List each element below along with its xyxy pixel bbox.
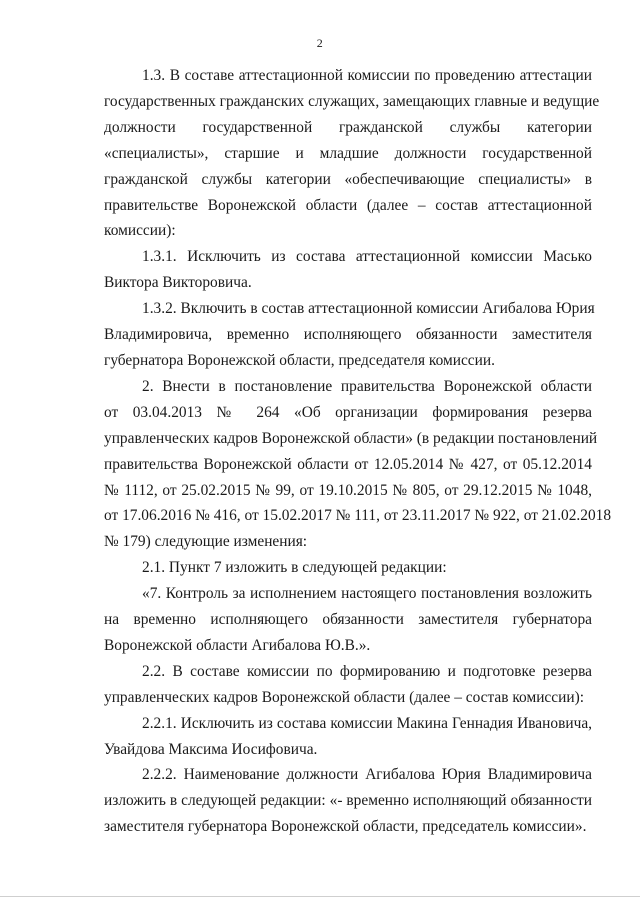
text-line: № 1112, от 25.02.2015 № 99, от 19.10.2015 № 805, от 29.12.2015 № 1048,: [104, 481, 592, 499]
text-line: государственных гражданских служащих, замещающих главные и ведущие: [104, 92, 600, 110]
text-line: на временно исполняющего обязанности заместителя губернатора: [104, 611, 592, 629]
text-line: от 17.06.2016 № 416, от 15.02.2017 № 111, от 23.11.2017 № 922, от 21.02.2018: [104, 507, 612, 525]
text-line: правительства Воронежской области от 12.05.2014 № 427, от 05.12.2014: [104, 455, 592, 473]
text-line: заместителя губернатора Воронежской области, председатель комиссии».: [104, 818, 587, 836]
text-line: Увайдова Максима Иосифовича.: [104, 740, 318, 758]
text-line: № 179) следующие изменения:: [104, 533, 308, 551]
text-line: «7. Контроль за исполнением настоящего постановления возложить: [142, 585, 592, 603]
text-line: управленческих кадров Воронежской области (далее – состав комиссии):: [104, 688, 584, 706]
text-line: «специалисты», старшие и младшие должности государственной: [104, 144, 592, 162]
text-line: губернатора Воронежской области, председателя комиссии.: [104, 351, 495, 369]
text-line: 2.2.2. Наименование должности Агибалова Юрия Владимировича: [142, 766, 592, 784]
text-line: 2.2. В составе комиссии по формированию и подготовке резерва: [142, 662, 592, 680]
text-line: от 03.04.2013 № 264 «Об организации формирования резерва: [104, 403, 592, 421]
text-line: правительстве Воронежской области (далее – состав аттестационной: [104, 196, 592, 214]
text-line: гражданской службы категории «обеспечивающие специалисты» в: [104, 170, 592, 188]
text-line: 2. Внести в постановление правительства Воронежской области: [142, 377, 592, 395]
scan-edge-line: [0, 896, 640, 897]
text-line: Воронежской области Агибалова Ю.В.».: [104, 636, 371, 654]
text-line: управленческих кадров Воронежской области» (в редакции постановлений: [104, 429, 598, 447]
text-line: 1.3.2. Включить в состав аттестационной комиссии Агибалова Юрия: [142, 300, 595, 318]
text-line: комиссии):: [104, 222, 176, 240]
text-line: 2.2.1. Исключить из состава комиссии Макина Геннадия Ивановича,: [142, 714, 592, 732]
text-line: Владимировича, временно исполняющего обязанности заместителя: [104, 326, 592, 344]
text-line: должности государственной гражданской службы категории: [104, 118, 592, 136]
page-number: 2: [316, 36, 324, 50]
text-line: 1.3.1. Исключить из состава аттестационной комиссии Масько: [142, 248, 592, 266]
text-line: 2.1. Пункт 7 изложить в следующей редакции:: [142, 559, 447, 577]
text-line: 1.3. В составе аттестационной комиссии по проведению аттестации: [142, 67, 592, 84]
text-line: изложить в следующей редакции: «- временно исполняющий обязанности: [104, 792, 592, 810]
text-line: Виктора Викторовича.: [104, 274, 252, 292]
document-body: [104, 63, 612, 840]
